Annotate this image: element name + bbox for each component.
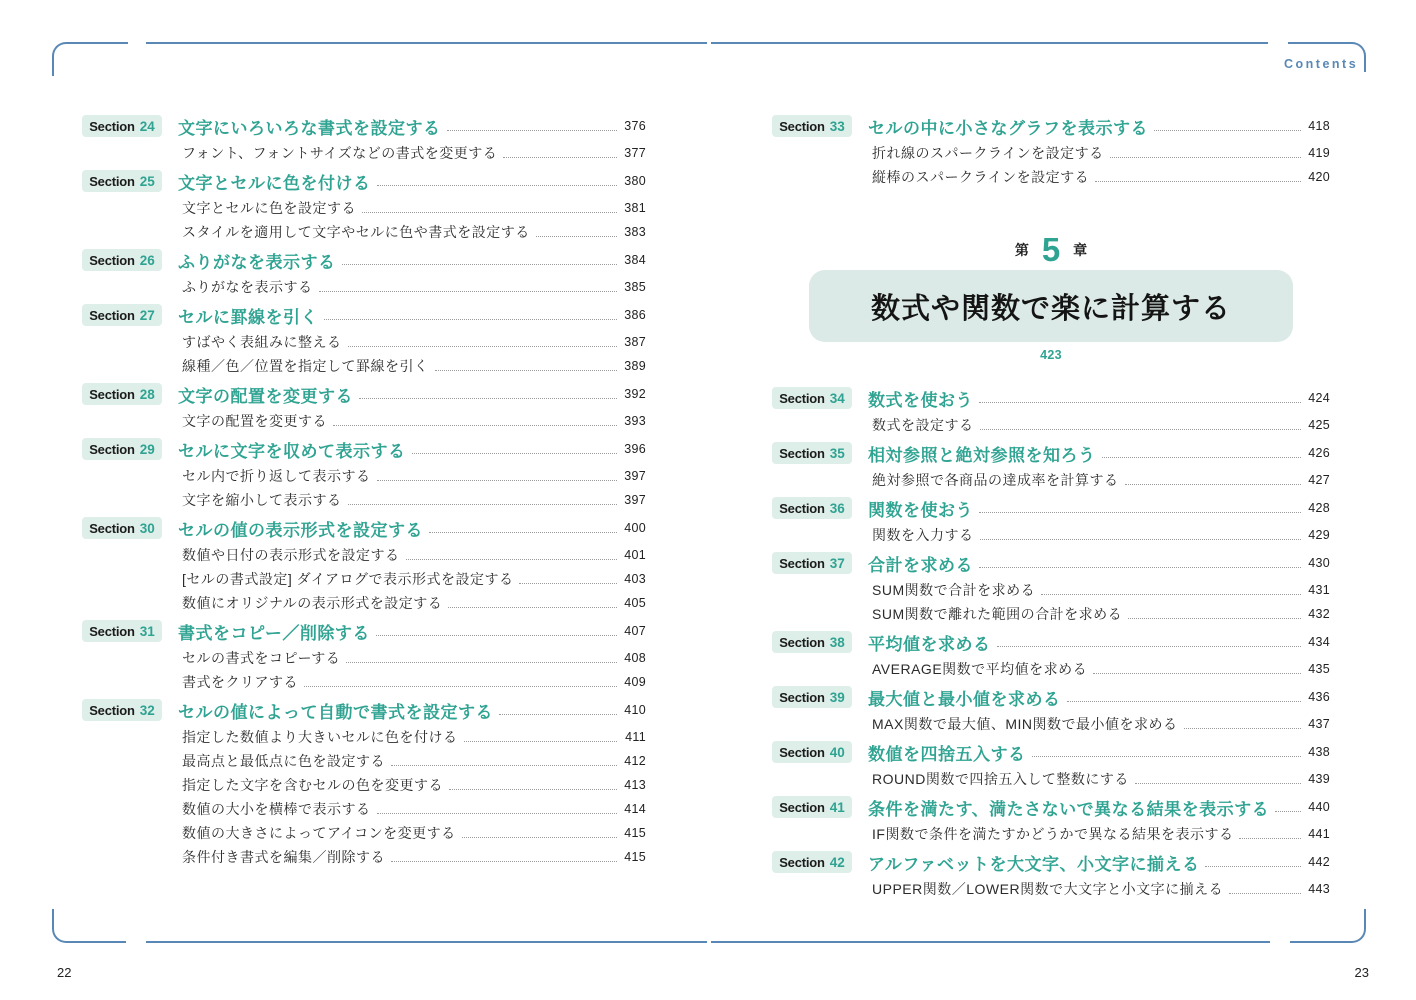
section-badge [772, 442, 852, 464]
toc-section-entry [772, 685, 1330, 709]
entry-title: [セルの書式設定] ダイアログで表示形式を設定する [182, 571, 514, 587]
section-badge-label: Section [89, 307, 135, 323]
entry-page-number: 383 [624, 225, 646, 239]
entry-title: 最大値と最小値を求める [868, 689, 1061, 709]
toc-sub-entry [82, 488, 646, 512]
toc-sub-entry [772, 523, 1330, 547]
section-badge [772, 741, 852, 763]
dotted-leader [499, 714, 617, 715]
toc-sub-entry [772, 767, 1330, 791]
entry-title: 指定した文字を含むセルの色を変更する [182, 777, 443, 793]
toc-sub-entry [82, 567, 646, 591]
entry-title: 数式を使おう [868, 390, 973, 410]
entry-title: 指定した数値より大きいセルに色を付ける [182, 729, 458, 745]
toc-sub-entry [82, 275, 646, 299]
entry-page-number: 437 [1308, 717, 1330, 731]
entry-title: セル内で折り返して表示する [182, 468, 371, 484]
dotted-leader [348, 504, 618, 505]
dotted-leader [1067, 701, 1302, 702]
dotted-leader [1095, 181, 1301, 182]
dotted-leader [362, 212, 617, 213]
section-badge-label: Section [779, 500, 825, 516]
entry-page-number: 415 [624, 826, 646, 840]
entry-page-number: 377 [624, 146, 646, 160]
section-badge-label: Section [779, 744, 825, 760]
dotted-leader [377, 813, 618, 814]
section-badge-number: 26 [139, 252, 155, 268]
dotted-leader [377, 480, 618, 481]
dotted-leader [1032, 756, 1302, 757]
dotted-leader [342, 264, 618, 265]
entry-page-number: 441 [1308, 827, 1330, 841]
entry-title: UPPER関数／LOWER関数で大文字と小文字に揃える [872, 881, 1224, 897]
dotted-leader [462, 837, 617, 838]
entry-title: 書式をクリアする [182, 674, 298, 690]
section-badge-label: Section [779, 445, 825, 461]
entry-title: 縦棒のスパークラインを設定する [872, 169, 1090, 185]
chapter-number: 5 [1041, 230, 1061, 268]
frame-line-bottom-right [711, 941, 1270, 943]
entry-title: 折れ線のスパークラインを設定する [872, 145, 1104, 161]
toc-sub-entry [772, 712, 1330, 736]
entry-title: セルの値によって自動で書式を設定する [178, 702, 493, 722]
right-page [772, 114, 1330, 901]
contents-label: Contents [1284, 57, 1359, 71]
chapter-title: 数式や関数で楽に計算する [870, 292, 1231, 325]
dotted-leader [319, 291, 618, 292]
section-badge [82, 304, 162, 326]
entry-title: 関数を使おう [868, 500, 973, 520]
entry-page-number: 419 [1308, 146, 1330, 160]
entry-title: スタイルを適用して文字やセルに色や書式を設定する [182, 224, 530, 240]
entry-page-number: 439 [1308, 772, 1330, 786]
entry-page-number: 430 [1308, 556, 1330, 570]
entry-title: 数値の大きさによってアイコンを変更する [182, 825, 456, 841]
section-badge-label: Section [89, 441, 135, 457]
toc-sub-entry [82, 725, 646, 749]
section-badge-number: 29 [139, 441, 155, 457]
toc-section-entry [82, 698, 646, 722]
section-badge-number: 30 [139, 520, 155, 536]
entry-title: 絶対参照で各商品の達成率を計算する [872, 472, 1119, 488]
entry-page-number: 432 [1308, 607, 1330, 621]
section-badge [772, 552, 852, 574]
section-badge-label: Section [779, 555, 825, 571]
dotted-leader [448, 607, 617, 608]
entry-page-number: 410 [624, 703, 646, 717]
chapter-title-box [809, 270, 1293, 342]
entry-page-number: 414 [624, 802, 646, 816]
toc-section-entry [82, 303, 646, 327]
dotted-leader [447, 130, 618, 131]
entry-page-number: 411 [625, 730, 646, 744]
entry-title: セルに文字を収めて表示する [178, 441, 406, 461]
toc-sub-entry [82, 196, 646, 220]
entry-page-number: 415 [624, 850, 646, 864]
dotted-leader [1110, 157, 1301, 158]
dotted-leader [1154, 130, 1301, 131]
dotted-leader [359, 398, 617, 399]
toc-section-entry [772, 551, 1330, 575]
entry-page-number: 428 [1308, 501, 1330, 515]
entry-title: セルの書式をコピーする [182, 650, 341, 666]
toc-sub-entry [82, 646, 646, 670]
toc-section-entry [772, 496, 1330, 520]
section-badge [82, 383, 162, 405]
section-badge-number: 35 [829, 445, 845, 461]
section-badge-number: 33 [829, 118, 845, 134]
dotted-leader [1239, 838, 1301, 839]
toc-sub-entry [772, 413, 1330, 437]
toc-sub-entry [82, 749, 646, 773]
toc-sub-entry [82, 773, 646, 797]
entry-page-number: 401 [624, 548, 646, 562]
entry-page-number: 396 [624, 442, 646, 456]
entry-title: IF関数で条件を満たすかどうかで異なる結果を表示する [872, 826, 1234, 842]
entry-page-number: 389 [624, 359, 646, 373]
section-badge [82, 438, 162, 460]
section-badge [82, 517, 162, 539]
section-badge [772, 851, 852, 873]
entry-page-number: 400 [624, 521, 646, 535]
frame-line-top-left [146, 42, 707, 44]
dotted-leader [435, 370, 618, 371]
entry-title: 関数を入力する [872, 527, 974, 543]
entry-title: ROUND関数で四捨五入して整数にする [872, 771, 1129, 787]
section-badge-number: 38 [829, 634, 845, 650]
entry-page-number: 431 [1308, 583, 1330, 597]
entry-title: フォント、フォントサイズなどの書式を変更する [182, 145, 498, 161]
entry-page-number: 442 [1308, 855, 1330, 869]
section-badge-number: 31 [139, 623, 155, 639]
entry-page-number: 420 [1308, 170, 1330, 184]
entry-title: 平均値を求める [868, 634, 991, 654]
section-badge-number: 34 [829, 390, 845, 406]
section-badge-number: 24 [139, 118, 155, 134]
toc-section-entry [82, 437, 646, 461]
toc-section-entry [772, 850, 1330, 874]
toc-sub-entry [772, 141, 1330, 165]
entry-page-number: 407 [624, 624, 646, 638]
entry-page-number: 386 [624, 308, 646, 322]
dotted-leader [464, 741, 618, 742]
section-badge-number: 36 [829, 500, 845, 516]
toc-sub-entry [82, 464, 646, 488]
entry-title: 最高点と最低点に色を設定する [182, 753, 385, 769]
entry-title: 数値の大小を横棒で表示する [182, 801, 371, 817]
toc-sub-entry [82, 821, 646, 845]
entry-page-number: 403 [624, 572, 646, 586]
dotted-leader [980, 429, 1302, 430]
section-badge-label: Section [779, 689, 825, 705]
frame-line-bottom-left [146, 941, 707, 943]
entry-title: 文字とセルに色を付ける [178, 173, 371, 193]
entry-page-number: 412 [624, 754, 646, 768]
entry-page-number: 384 [624, 253, 646, 267]
entry-title: 文字を縮小して表示する [182, 492, 342, 508]
toc-sub-entry [82, 354, 646, 378]
section-badge-label: Section [779, 118, 825, 134]
section-badge-number: 39 [829, 689, 845, 705]
left-page-toc [82, 114, 646, 869]
dotted-leader [406, 559, 618, 560]
entry-page-number: 436 [1308, 690, 1330, 704]
toc-sub-entry [82, 543, 646, 567]
dotted-leader [503, 157, 617, 158]
frame-corner-bottom-right [1290, 909, 1366, 943]
entry-title: 文字の配置を変更する [178, 386, 353, 406]
entry-title: 数値にオリジナルの表示形式を設定する [182, 595, 443, 611]
dotted-leader [519, 583, 617, 584]
toc-section-entry [772, 630, 1330, 654]
toc-sub-entry [772, 602, 1330, 626]
section-badge-label: Section [89, 173, 135, 189]
section-badge-label: Section [89, 252, 135, 268]
section-badge-number: 27 [139, 307, 155, 323]
dotted-leader [333, 425, 617, 426]
dotted-leader [980, 539, 1302, 540]
entry-title: 数式を設定する [872, 417, 974, 433]
toc-sub-entry [82, 591, 646, 615]
entry-title: セルに罫線を引く [178, 307, 318, 327]
entry-title: 合計を求める [868, 555, 973, 575]
section-badge-label: Section [89, 118, 135, 134]
section-badge [772, 631, 852, 653]
dotted-leader [376, 635, 617, 636]
chapter-heading [772, 230, 1330, 362]
chapter-suffix: 章 [1073, 242, 1088, 258]
section-badge-number: 42 [829, 854, 845, 870]
dotted-leader [1093, 673, 1301, 674]
entry-title: ふりがなを表示する [182, 279, 313, 295]
chapter-page-number: 423 [1040, 348, 1062, 362]
section-badge-number: 37 [829, 555, 845, 571]
chapter-prefix: 第 [1014, 242, 1029, 258]
entry-title: 文字にいろいろな書式を設定する [178, 118, 441, 138]
toc-sub-entry [772, 165, 1330, 189]
dotted-leader [412, 453, 618, 454]
section-badge-label: Section [779, 799, 825, 815]
section-badge [772, 796, 852, 818]
entry-page-number: 426 [1308, 446, 1330, 460]
toc-sub-entry [772, 468, 1330, 492]
dotted-leader [348, 346, 618, 347]
right-page-toc-top [772, 114, 1330, 189]
toc-section-entry [82, 114, 646, 138]
dotted-leader [536, 236, 617, 237]
dotted-leader [1125, 484, 1302, 485]
dotted-leader [1135, 783, 1301, 784]
right-page-toc [772, 386, 1330, 901]
entry-page-number: 418 [1308, 119, 1330, 133]
section-badge-label: Section [89, 386, 135, 402]
entry-page-number: 443 [1308, 882, 1330, 896]
section-badge [772, 115, 852, 137]
entry-page-number: 434 [1308, 635, 1330, 649]
toc-sub-entry [82, 670, 646, 694]
toc-section-entry [82, 248, 646, 272]
entry-page-number: 392 [624, 387, 646, 401]
frame-line-top-right [711, 42, 1268, 44]
entry-page-number: 409 [624, 675, 646, 689]
section-badge [82, 115, 162, 137]
dotted-leader [429, 532, 617, 533]
toc-sub-entry [82, 330, 646, 354]
entry-page-number: 429 [1308, 528, 1330, 542]
toc-section-entry [772, 114, 1330, 138]
dotted-leader [1041, 594, 1301, 595]
section-badge-number: 32 [139, 702, 155, 718]
entry-title: 数値を四捨五入する [868, 744, 1026, 764]
frame-corner-top-left [52, 42, 128, 76]
dotted-leader [1229, 893, 1301, 894]
dotted-leader [377, 185, 618, 186]
section-badge-number: 40 [829, 744, 845, 760]
dotted-leader [346, 662, 617, 663]
entry-page-number: 424 [1308, 391, 1330, 405]
section-badge-number: 28 [139, 386, 155, 402]
dotted-leader [997, 646, 1302, 647]
toc-sub-entry [82, 141, 646, 165]
dotted-leader [324, 319, 617, 320]
entry-page-number: 397 [624, 493, 646, 507]
toc-section-entry [772, 386, 1330, 410]
entry-page-number: 413 [624, 778, 646, 792]
toc-section-entry [82, 516, 646, 540]
entry-page-number: 440 [1308, 800, 1330, 814]
entry-page-number: 438 [1308, 745, 1330, 759]
section-badge [772, 686, 852, 708]
dotted-leader [1128, 618, 1301, 619]
entry-page-number: 385 [624, 280, 646, 294]
dotted-leader [391, 861, 617, 862]
left-page-number: 22 [57, 965, 72, 980]
right-page-number: 23 [1354, 965, 1369, 980]
entry-title: すばやく表組みに整える [182, 334, 342, 350]
toc-sub-entry [82, 220, 646, 244]
frame-corner-bottom-left [52, 909, 126, 943]
entry-title: セルの値の表示形式を設定する [178, 520, 423, 540]
entry-page-number: 397 [624, 469, 646, 483]
entry-page-number: 376 [624, 119, 646, 133]
entry-title: 相対参照と絶対参照を知ろう [868, 445, 1096, 465]
entry-title: 文字とセルに色を設定する [182, 200, 356, 216]
entry-page-number: 425 [1308, 418, 1330, 432]
toc-sub-entry [82, 845, 646, 869]
entry-page-number: 427 [1308, 473, 1330, 487]
entry-title: 条件を満たす、満たさないで異なる結果を表示する [868, 799, 1270, 819]
dotted-leader [391, 765, 617, 766]
section-badge [82, 170, 162, 192]
section-badge-label: Section [89, 623, 135, 639]
toc-sub-entry [772, 578, 1330, 602]
section-badge [772, 387, 852, 409]
toc-sub-entry [772, 657, 1330, 681]
section-badge [82, 699, 162, 721]
entry-title: 条件付き書式を編集／削除する [182, 849, 385, 865]
entry-title: SUM関数で合計を求める [872, 582, 1036, 598]
entry-page-number: 381 [624, 201, 646, 215]
dotted-leader [449, 789, 617, 790]
section-badge [82, 249, 162, 271]
entry-page-number: 405 [624, 596, 646, 610]
section-badge-label: Section [779, 854, 825, 870]
section-badge-number: 25 [139, 173, 155, 189]
entry-page-number: 408 [624, 651, 646, 665]
dotted-leader [1102, 457, 1302, 458]
dotted-leader [1184, 728, 1302, 729]
section-badge-label: Section [89, 702, 135, 718]
entry-title: セルの中に小さなグラフを表示する [868, 118, 1148, 138]
section-badge-number: 41 [829, 799, 845, 815]
dotted-leader [979, 512, 1301, 513]
toc-section-entry [772, 795, 1330, 819]
section-badge [82, 620, 162, 642]
entry-title: ふりがなを表示する [178, 252, 336, 272]
entry-title: 文字の配置を変更する [182, 413, 327, 429]
chapter-number-line [772, 230, 1330, 268]
entry-title: MAX関数で最大値、MIN関数で最小値を求める [872, 716, 1178, 732]
toc-section-entry [82, 382, 646, 406]
entry-page-number: 387 [624, 335, 646, 349]
dotted-leader [979, 567, 1301, 568]
entry-page-number: 393 [624, 414, 646, 428]
entry-title: 数値や日付の表示形式を設定する [182, 547, 400, 563]
toc-sub-entry [82, 797, 646, 821]
toc-sub-entry [82, 409, 646, 433]
toc-section-entry [82, 169, 646, 193]
toc-section-entry [82, 619, 646, 643]
dotted-leader [304, 686, 617, 687]
dotted-leader [1205, 866, 1301, 867]
entry-title: SUM関数で離れた範囲の合計を求める [872, 606, 1123, 622]
section-badge-label: Section [779, 634, 825, 650]
section-badge-label: Section [779, 390, 825, 406]
toc-section-entry [772, 441, 1330, 465]
entry-title: AVERAGE関数で平均値を求める [872, 661, 1088, 677]
entry-title: アルファベットを大文字、小文字に揃える [868, 854, 1200, 874]
toc-section-entry [772, 740, 1330, 764]
toc-sub-entry [772, 822, 1330, 846]
section-badge-label: Section [89, 520, 135, 536]
entry-title: 線種／色／位置を指定して罫線を引く [182, 358, 429, 374]
section-badge [772, 497, 852, 519]
entry-page-number: 435 [1308, 662, 1330, 676]
entry-page-number: 380 [624, 174, 646, 188]
toc-sub-entry [772, 877, 1330, 901]
dotted-leader [1275, 811, 1301, 812]
dotted-leader [979, 402, 1301, 403]
entry-title: 書式をコピー／削除する [178, 623, 370, 643]
